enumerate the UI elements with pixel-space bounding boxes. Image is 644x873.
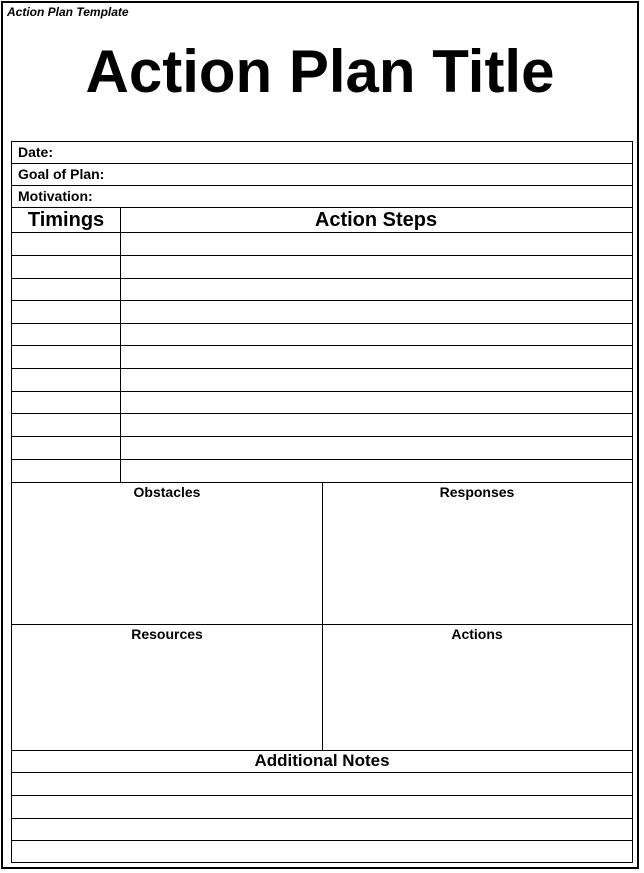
date-label: Date: xyxy=(18,144,54,160)
table-row[interactable] xyxy=(12,413,632,414)
action-steps-column-header: Action Steps xyxy=(314,209,438,231)
goal-field[interactable] xyxy=(12,164,632,186)
date-field[interactable] xyxy=(12,142,632,164)
document-page xyxy=(1,1,639,869)
motivation-label: Motivation: xyxy=(18,188,93,204)
additional-notes-heading: Additional Notes xyxy=(254,751,390,770)
timings-column-header: Timings xyxy=(27,209,105,231)
table-header-divider xyxy=(12,232,632,233)
obstacles-heading: Obstacles xyxy=(133,484,201,500)
notes-row[interactable] xyxy=(12,818,632,819)
table-row[interactable] xyxy=(12,323,632,324)
resources-heading: Resources xyxy=(131,626,203,642)
table-row[interactable] xyxy=(12,345,632,346)
table-row[interactable] xyxy=(12,459,632,460)
boxes-column-divider xyxy=(322,482,323,750)
page-title: Action Plan Title xyxy=(85,38,555,105)
notes-row[interactable] xyxy=(12,840,632,841)
table-row[interactable] xyxy=(12,368,632,369)
table-row[interactable] xyxy=(12,255,632,256)
notes-row[interactable] xyxy=(12,772,632,773)
table-row[interactable] xyxy=(12,391,632,392)
table-row[interactable] xyxy=(12,278,632,279)
actions-heading: Actions xyxy=(451,626,503,642)
motivation-field[interactable] xyxy=(12,186,632,208)
table-row[interactable] xyxy=(12,436,632,437)
notes-row[interactable] xyxy=(12,795,632,796)
document-label: Action Plan Template xyxy=(7,5,129,19)
goal-label: Goal of Plan: xyxy=(18,166,105,182)
responses-heading: Responses xyxy=(439,484,515,500)
table-row[interactable] xyxy=(12,300,632,301)
action-plan-form xyxy=(11,141,633,863)
